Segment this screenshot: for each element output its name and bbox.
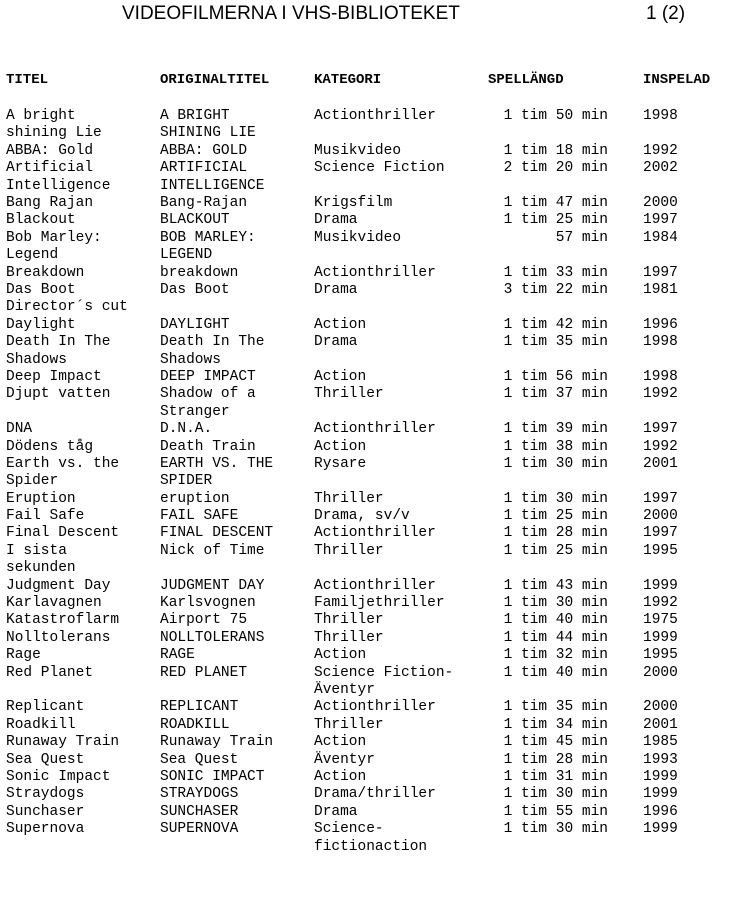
cell-kategori: Actionthriller xyxy=(314,577,436,594)
cell-titel: I sista sekunden xyxy=(6,542,76,577)
column-header-inspelad: INSPELAD xyxy=(643,72,711,88)
cell-originaltitel: ROADKILL xyxy=(160,716,230,733)
table-row xyxy=(6,508,726,525)
cell-titel: Final Descent xyxy=(6,525,120,542)
cell-originaltitel: BOB MARLEY: LEGEND xyxy=(160,229,256,264)
table-row xyxy=(6,578,726,595)
cell-originaltitel: JUDGMENT DAY xyxy=(160,577,265,594)
cell-inspelad: 1998 xyxy=(643,108,678,124)
cell-titel: Fail Safe xyxy=(6,508,85,525)
cell-titel: Red Planet xyxy=(6,664,94,681)
cell-titel: Breakdown xyxy=(6,264,85,281)
cell-spellangd: 57 min xyxy=(555,229,608,246)
cell-inspelad: 1996 xyxy=(643,803,678,820)
cell-spellangd: 2 tim 20 min xyxy=(503,160,608,177)
cell-spellangd: 1 tim 30 min xyxy=(503,490,608,507)
cell-inspelad: 2001 xyxy=(643,455,678,472)
cell-spellangd: 1 tim 39 min xyxy=(503,421,608,438)
cell-titel: DNA xyxy=(6,421,33,438)
cell-titel: Straydogs xyxy=(6,786,85,803)
table-row xyxy=(6,491,726,508)
cell-originaltitel: EARTH VS. THE SPIDER xyxy=(160,455,274,490)
cell-inspelad: 2001 xyxy=(643,716,678,733)
cell-kategori: Thriller xyxy=(314,542,384,559)
cell-originaltitel: RED PLANET xyxy=(160,664,248,681)
cell-originaltitel: eruption xyxy=(160,490,230,507)
cell-originaltitel: NOLLTOLERANS xyxy=(160,629,265,646)
cell-spellangd: 1 tim 55 min xyxy=(503,803,608,820)
cell-inspelad: 1993 xyxy=(643,751,678,768)
cell-spellangd: 1 tim 42 min xyxy=(503,316,608,333)
cell-kategori: Musikvideo xyxy=(314,142,402,159)
cell-originaltitel: ABBA: GOLD xyxy=(160,142,248,159)
cell-kategori: Rysare xyxy=(314,455,367,472)
cell-titel: Deep Impact xyxy=(6,368,102,385)
cell-originaltitel: DEEP IMPACT xyxy=(160,368,256,385)
cell-kategori: Actionthriller xyxy=(314,108,436,124)
cell-kategori: Familjethriller xyxy=(314,595,445,612)
cell-kategori: Drama, sv/v xyxy=(314,508,410,525)
table-row xyxy=(6,630,726,647)
cell-kategori: Actionthriller xyxy=(314,525,436,542)
table-row xyxy=(6,108,726,143)
cell-titel: Sunchaser xyxy=(6,803,85,820)
table-row xyxy=(6,386,726,421)
cell-spellangd: 1 tim 25 min xyxy=(503,508,608,525)
cell-kategori: Science- fictionaction xyxy=(314,821,428,855)
table-row xyxy=(6,647,726,664)
cell-titel: Roadkill xyxy=(6,716,76,733)
cell-inspelad: 1992 xyxy=(643,595,678,612)
cell-inspelad: 1992 xyxy=(643,438,678,455)
cell-inspelad: 1992 xyxy=(643,386,678,403)
cell-inspelad: 1995 xyxy=(643,542,678,559)
table-row xyxy=(6,786,726,803)
cell-kategori: Drama xyxy=(314,212,358,229)
cell-titel: Bang Rajan xyxy=(6,194,94,211)
cell-titel: ABBA: Gold xyxy=(6,142,94,159)
table-row xyxy=(6,595,726,612)
cell-titel: Das Boot Director´s cut xyxy=(6,281,128,316)
table-row xyxy=(6,804,726,821)
cell-inspelad: 1997 xyxy=(643,421,678,438)
cell-originaltitel: FAIL SAFE xyxy=(160,508,239,525)
cell-kategori: Thriller xyxy=(314,629,384,646)
cell-inspelad: 1981 xyxy=(643,281,678,298)
cell-inspelad: 1999 xyxy=(643,786,678,803)
cell-kategori: Action xyxy=(314,768,367,785)
cell-originaltitel: SUPERNOVA xyxy=(160,821,239,838)
cell-originaltitel: RAGE xyxy=(160,647,195,664)
cell-originaltitel: SUNCHASER xyxy=(160,803,239,820)
cell-kategori: Thriller xyxy=(314,716,384,733)
table-row xyxy=(6,317,726,334)
cell-spellangd: 1 tim 35 min xyxy=(503,334,608,351)
cell-spellangd: 1 tim 28 min xyxy=(503,525,608,542)
cell-kategori: Action xyxy=(314,316,367,333)
cell-spellangd: 1 tim 30 min xyxy=(503,821,608,838)
cell-originaltitel: Bang-Rajan xyxy=(160,194,248,211)
video-table xyxy=(6,70,726,856)
cell-titel: Supernova xyxy=(6,821,85,838)
document-title: VIDEOFILMERNA I VHS-BIBLIOTEKET xyxy=(122,3,460,24)
table-row xyxy=(6,369,726,386)
cell-spellangd: 1 tim 30 min xyxy=(503,786,608,803)
cell-kategori: Thriller xyxy=(314,612,384,629)
cell-spellangd: 1 tim 25 min xyxy=(503,212,608,229)
cell-spellangd: 1 tim 30 min xyxy=(503,455,608,472)
cell-spellangd: 3 tim 22 min xyxy=(503,281,608,298)
cell-kategori: Drama xyxy=(314,803,358,820)
cell-titel: Daylight xyxy=(6,316,76,333)
table-row xyxy=(6,456,726,491)
cell-originaltitel: Sea Quest xyxy=(160,751,239,768)
cell-inspelad: 2000 xyxy=(643,664,678,681)
cell-originaltitel: breakdown xyxy=(160,264,239,281)
table-row xyxy=(6,334,726,369)
cell-spellangd: 1 tim 18 min xyxy=(503,142,608,159)
cell-inspelad: 2000 xyxy=(643,699,678,716)
cell-inspelad: 1996 xyxy=(643,316,678,333)
column-header-spellangd: SPELLÄNGD xyxy=(488,72,564,88)
cell-inspelad: 1975 xyxy=(643,612,678,629)
cell-titel: Katastroflarm xyxy=(6,612,120,629)
cell-spellangd: 1 tim 43 min xyxy=(503,577,608,594)
table-row xyxy=(6,717,726,734)
table-row xyxy=(6,543,726,578)
cell-spellangd: 1 tim 50 min xyxy=(503,108,608,124)
cell-inspelad: 1992 xyxy=(643,142,678,159)
cell-originaltitel: Death In The Shadows xyxy=(160,334,265,368)
cell-spellangd: 1 tim 34 min xyxy=(503,716,608,733)
cell-kategori: Drama xyxy=(314,281,358,298)
column-header-originaltitel: ORIGINALTITEL xyxy=(160,72,270,88)
cell-kategori: Actionthriller xyxy=(314,699,436,716)
cell-kategori: Action xyxy=(314,368,367,385)
cell-titel: A bright shining Lie xyxy=(6,108,102,142)
cell-originaltitel: Airport 75 xyxy=(160,612,248,629)
cell-spellangd: 1 tim 40 min xyxy=(503,664,608,681)
table-row xyxy=(6,195,726,212)
table-row xyxy=(6,665,726,700)
cell-titel: Eruption xyxy=(6,490,76,507)
cell-originaltitel: DAYLIGHT xyxy=(160,316,230,333)
table-row xyxy=(6,265,726,282)
cell-kategori: Musikvideo xyxy=(314,229,402,246)
cell-titel: Nolltolerans xyxy=(6,629,111,646)
cell-spellangd: 1 tim 37 min xyxy=(503,386,608,403)
table-row xyxy=(6,612,726,629)
cell-spellangd: 1 tim 35 min xyxy=(503,699,608,716)
cell-spellangd: 1 tim 47 min xyxy=(503,194,608,211)
cell-titel: Runaway Train xyxy=(6,734,120,751)
cell-titel: Sea Quest xyxy=(6,751,85,768)
cell-originaltitel: Runaway Train xyxy=(160,734,274,751)
cell-kategori: Action xyxy=(314,734,367,751)
cell-spellangd: 1 tim 30 min xyxy=(503,595,608,612)
cell-originaltitel: Das Boot xyxy=(160,281,230,298)
cell-spellangd: 1 tim 31 min xyxy=(503,768,608,785)
cell-kategori: Actionthriller xyxy=(314,264,436,281)
cell-kategori: Action xyxy=(314,647,367,664)
table-row xyxy=(6,699,726,716)
cell-inspelad: 1998 xyxy=(643,368,678,385)
cell-kategori: Thriller xyxy=(314,386,384,403)
cell-kategori: Science Fiction xyxy=(314,160,445,177)
cell-originaltitel: D.N.A. xyxy=(160,421,213,438)
table-header xyxy=(6,70,726,108)
cell-titel: Bob Marley: Legend xyxy=(6,229,102,264)
table-row xyxy=(6,821,726,856)
cell-originaltitel: Shadow of a Stranger xyxy=(160,386,256,420)
cell-titel: Sonic Impact xyxy=(6,768,111,785)
cell-kategori: Actionthriller xyxy=(314,421,436,438)
cell-spellangd: 1 tim 56 min xyxy=(503,368,608,385)
column-header-kategori: KATEGORI xyxy=(314,72,382,88)
cell-kategori: Thriller xyxy=(314,490,384,507)
cell-titel: Artificial Intelligence xyxy=(6,160,111,194)
cell-kategori: Äventyr xyxy=(314,751,375,768)
cell-inspelad: 1999 xyxy=(643,768,678,785)
cell-titel: Death In The Shadows xyxy=(6,334,111,368)
cell-spellangd: 1 tim 44 min xyxy=(503,629,608,646)
cell-kategori: Action xyxy=(314,438,367,455)
cell-inspelad: 2000 xyxy=(643,194,678,211)
cell-kategori: Krigsfilm xyxy=(314,194,393,211)
cell-originaltitel: STRAYDOGS xyxy=(160,786,239,803)
cell-originaltitel: FINAL DESCENT xyxy=(160,525,274,542)
cell-inspelad: 1997 xyxy=(643,264,678,281)
cell-inspelad: 2000 xyxy=(643,508,678,525)
cell-spellangd: 1 tim 40 min xyxy=(503,612,608,629)
table-body xyxy=(6,108,726,856)
cell-originaltitel: Karlsvognen xyxy=(160,595,256,612)
cell-titel: Dödens tåg xyxy=(6,438,94,455)
cell-spellangd: 1 tim 28 min xyxy=(503,751,608,768)
table-row xyxy=(6,282,726,317)
page-header xyxy=(0,0,730,30)
cell-originaltitel: Death Train xyxy=(160,438,256,455)
page-number: 1 (2) xyxy=(646,3,686,24)
cell-titel: Rage xyxy=(6,647,41,664)
cell-titel: Replicant xyxy=(6,699,85,716)
table-row xyxy=(6,439,726,456)
cell-inspelad: 1999 xyxy=(643,629,678,646)
cell-originaltitel: A BRIGHT SHINING LIE xyxy=(160,108,256,142)
cell-inspelad: 2002 xyxy=(643,160,678,177)
cell-spellangd: 1 tim 33 min xyxy=(503,264,608,281)
table-row xyxy=(6,752,726,769)
cell-kategori: Drama/thriller xyxy=(314,786,436,803)
cell-titel: Earth vs. the Spider xyxy=(6,455,120,490)
table-row xyxy=(6,421,726,438)
table-row xyxy=(6,230,726,265)
cell-inspelad: 1998 xyxy=(643,334,678,351)
column-header-titel: TITEL xyxy=(6,72,49,88)
cell-titel: Djupt vatten xyxy=(6,386,111,403)
table-row xyxy=(6,143,726,160)
table-row xyxy=(6,734,726,751)
cell-spellangd: 1 tim 38 min xyxy=(503,438,608,455)
cell-inspelad: 1999 xyxy=(643,577,678,594)
table-row xyxy=(6,212,726,229)
table-row xyxy=(6,769,726,786)
cell-originaltitel: ARTIFICIAL INTELLIGENCE xyxy=(160,160,265,194)
cell-inspelad: 1997 xyxy=(643,212,678,229)
cell-originaltitel: SONIC IMPACT xyxy=(160,768,265,785)
cell-titel: Judgment Day xyxy=(6,577,111,594)
cell-kategori: Science Fiction- Äventyr xyxy=(314,664,454,699)
cell-inspelad: 1984 xyxy=(643,229,678,246)
cell-titel: Karlavagnen xyxy=(6,595,102,612)
cell-inspelad: 1997 xyxy=(643,525,678,542)
cell-inspelad: 1997 xyxy=(643,490,678,507)
table-row xyxy=(6,525,726,542)
cell-spellangd: 1 tim 32 min xyxy=(503,647,608,664)
cell-spellangd: 1 tim 25 min xyxy=(503,542,608,559)
cell-originaltitel: BLACKOUT xyxy=(160,212,230,229)
cell-originaltitel: REPLICANT xyxy=(160,699,239,716)
cell-inspelad: 1999 xyxy=(643,821,678,838)
cell-titel: Blackout xyxy=(6,212,76,229)
cell-inspelad: 1985 xyxy=(643,734,678,751)
table-row xyxy=(6,160,726,195)
cell-originaltitel: Nick of Time xyxy=(160,542,265,559)
cell-kategori: Drama xyxy=(314,334,358,351)
cell-inspelad: 1995 xyxy=(643,647,678,664)
cell-spellangd: 1 tim 45 min xyxy=(503,734,608,751)
